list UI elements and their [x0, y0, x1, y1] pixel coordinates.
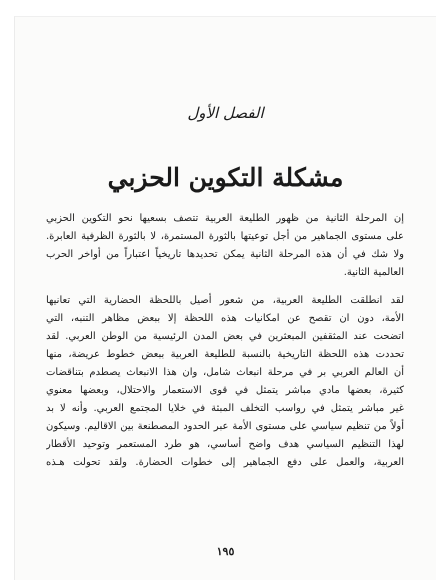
paragraph — [46, 292, 404, 472]
text-line: أن العالم العربي بر في مرحلة انبعاث شامل، وان هذا الانبعاث يصطدم بتناقضات — [46, 367, 404, 378]
chapter-title: مشكلة التكوين الحزبي — [107, 163, 344, 192]
text-line: إن المرحلة الثانية من ظهور الطليعة العربية تتصف بسعيها نحو التكوين الحزبي — [46, 213, 404, 224]
text-line: لهذا التنظيم السياسي هدف واضح أساسي، هو طرد المستعمر وتوحيد الأقطار — [46, 439, 404, 450]
text-line: الأمة، دون ان تقصح عن امكانيات هذه اللحظة إلا ببعض مظاهر التنبه، التي — [46, 313, 404, 324]
text-line: اتضحت عند المثقفين المبعثرين في بعض المدن الرئيسية من الوطن العربي. لقد — [46, 331, 404, 342]
book-page — [14, 16, 436, 580]
text-line: ولا شك في أن هذه المرحلة الثانية يمكن تحديدها تاريخياً اعتباراً من أواخر الحرب — [46, 249, 404, 260]
text-line: تحددت هذه اللحظة التاريخية بالنسبة للطليعة العربية ببعض خطوط عريضة، منها — [46, 349, 404, 360]
text-line: العربية، والعمل على دفع الجماهير إلى خطوات الحضارة. ولقد تحولت هـذه — [46, 457, 404, 468]
body-text — [46, 210, 404, 482]
text-line: لقد انطلقت الطليعة العربية، من شعور أصيل باللحظة الحضارية التي تعانيها — [46, 295, 404, 306]
text-line: على مستوى الجماهير من أجل توعيتها بالثورة المستمرة، لا بالثورة الظرفية العابرة. — [46, 231, 404, 242]
text-line: كثيرة، بعضها مادي مباشر يتمثل في قوى الاستعمار والاحتلال، وبعضها معنوي — [46, 385, 404, 396]
page-number: ١٩٥ — [216, 545, 235, 558]
chapter-label: الفصل الأول — [187, 104, 264, 122]
text-line: أولاً من تنظيم سياسي على مستوى الأمة عبر الحدود المصطنعة بين الاقاليم. وسيكون — [46, 421, 404, 432]
text-line: غير مباشر يتمثل في رواسب التخلف المبثة في خلايا المجتمع العربي. وأنه لا بد — [46, 403, 404, 414]
paragraph — [46, 210, 404, 282]
text-line: العالمية الثانية. — [343, 267, 404, 278]
